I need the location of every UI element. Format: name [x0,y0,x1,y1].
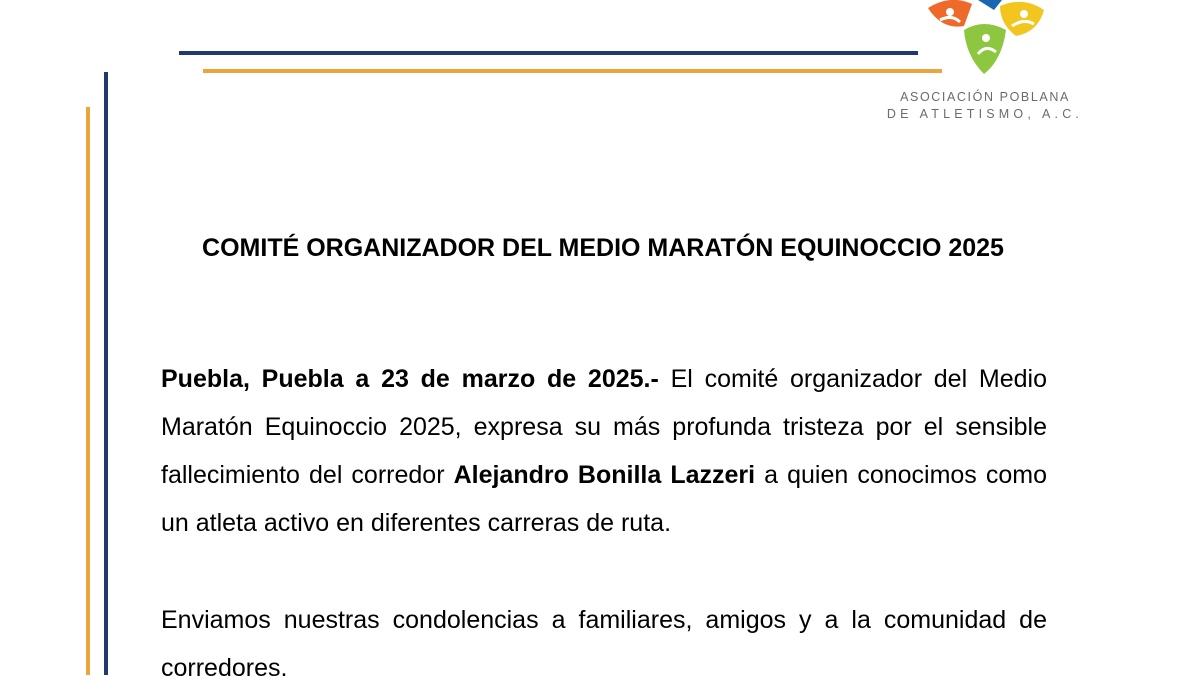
paragraph-text-b: a quien conocimos como un atleta activo en diferentes carreras de ruta. [161,461,1047,537]
paragraph-lead-date: Puebla, Puebla a 23 de marzo de 2025.- [161,365,659,393]
association-logo-icon [920,0,1060,80]
top-orange-rule [203,69,942,73]
organization-name [880,89,1090,123]
left-orange-rule [86,107,90,675]
document-title: COMITÉ ORGANIZADOR DEL MEDIO MARATÓN EQUINOCCIO 2025 [202,234,1004,262]
runner-name: Alejandro Bonilla Lazzeri [453,461,756,489]
left-navy-rule [104,72,108,675]
paragraph-announcement [161,355,1047,547]
org-name-line2: DE ATLETISMO, A.C. [886,107,1084,121]
top-navy-rule [179,51,918,55]
paragraph-text-a: El comité organizador del Medio Maratón Equinoccio 2025, expresa su más profunda tristeza por el sensible fallecimiento del corredor [161,365,1047,489]
paragraph-condolences: Enviamos nuestras condolencias a familiares, amigos y a la comunidad de corredores. [161,606,1047,682]
org-name-line1: ASOCIACIÓN POBLANA [900,90,1070,104]
